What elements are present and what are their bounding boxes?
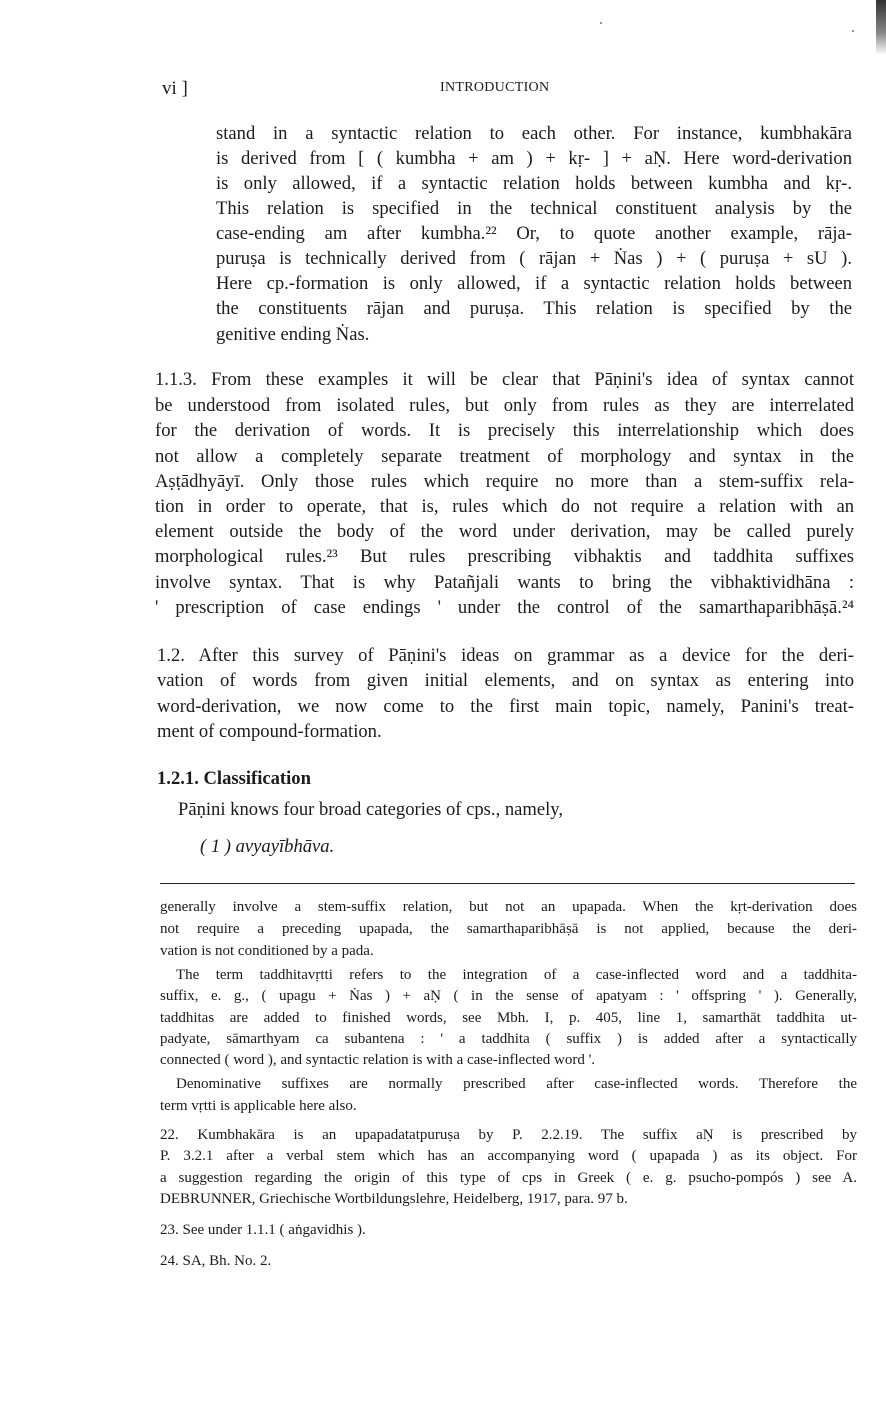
text-line: element outside the body of the word under derivation, may be called purely xyxy=(155,521,854,542)
footnote-line: suffix, e. g., ( upagu + Ṅas ) + aṆ ( in the sense of apatyam : ' offspring ' ). Generally, xyxy=(160,988,857,1004)
text-line: not allow a completely separate treatment of morphology and syntax in the xyxy=(155,446,854,467)
text-line: is only allowed, if a syntactic relation holds between kumbha and kṛ-. xyxy=(216,173,852,194)
text-line: Pāṇini knows four broad categories of cps., namely, xyxy=(178,799,564,820)
footnote-line: DEBRUNNER, Griechische Wortbildungslehre, Heidelberg, 1917, para. 97 b. xyxy=(160,1191,628,1207)
footnote-line: term vṛtti is applicable here also. xyxy=(160,1098,357,1114)
scan-speck xyxy=(852,30,854,32)
footnote-23: 23. See under 1.1.1 ( aṅgavidhis ). xyxy=(160,1222,366,1238)
text-line: be understood from isolated rules, but only from rules as they are interrelated xyxy=(155,395,854,416)
footnote-line: P. 3.2.1 after a verbal stem which has an accompanying word ( upapada ) as its object. For xyxy=(160,1148,857,1164)
text-line: tion in order to operate, that is, rules which do not require a relation with an xyxy=(155,496,854,517)
text-line: genitive ending Ṅas. xyxy=(216,324,370,345)
text-line: puruṣa is technically derived from ( rājan + Ṅas ) + ( puruṣa + sU ). xyxy=(216,248,852,269)
text-line: Here cp.-formation is only allowed, if a syntactic relation holds between xyxy=(216,273,852,294)
text-line: vation of words from given initial elements, and on syntax as entering into xyxy=(157,670,854,691)
footnote-line: padyate, sāmarthyam ca subantena : ' a taddhita ( suffix ) is added after a syntactically xyxy=(160,1031,857,1047)
text-line: is derived from [ ( kumbha + am ) + kṛ- ] + aṆ. Here word-derivation xyxy=(216,148,852,169)
scan-speck xyxy=(600,22,602,24)
footnote-line: a suggestion regarding the origin of this type of cps in Greek ( e. g. psucho-pompós ) see A. xyxy=(160,1170,857,1186)
footnote-line: Denominative suffixes are normally prescribed after case-inflected words. Therefore the xyxy=(176,1076,857,1092)
footnote-rule xyxy=(160,883,855,884)
text-line: morphological rules.²³ But rules prescribing vibhaktis and taddhita suffixes xyxy=(155,546,854,567)
text-line: word-derivation, we now come to the first main topic, namely, Panini's treat- xyxy=(157,696,854,717)
footnote-22: 22. Kumbhakāra is an upapadatatpuruṣa by P. 2.2.19. The suffix aṆ is prescribed by xyxy=(160,1127,857,1143)
running-title: INTRODUCTION xyxy=(440,80,550,95)
text-line: for the derivation of words. It is precisely this interrelationship which does xyxy=(155,420,854,441)
text-line: This relation is specified in the technical constituent analysis by the xyxy=(216,198,852,219)
footnote-line: generally involve a stem-suffix relation, but not an upapada. When the kṛt-derivation does xyxy=(160,899,857,915)
text-line: ' prescription of case endings ' under the control of the samarthaparibhāṣā.²⁴ xyxy=(155,597,854,618)
text-line: stand in a syntactic relation to each other. For instance, kumbhakāra xyxy=(216,123,852,144)
text-line: Aṣṭādhyāyī. Only those rules which require no more than a stem-suffix rela- xyxy=(155,471,854,492)
text-line: ment of compound-formation. xyxy=(157,721,382,742)
text-line: the constituents rājan and puruṣa. This relation is specified by the xyxy=(216,298,852,319)
list-item: ( 1 ) avyayībhāva. xyxy=(200,836,335,857)
footnote-line: The term taddhitavṛtti refers to the integration of a case-inflected word and a taddhita- xyxy=(176,967,857,983)
section-heading: 1.2.1. Classification xyxy=(157,768,311,789)
footnote-line: taddhitas are added to finished words, see Mbh. I, p. 405, line 1, samarthāt taddhita ut- xyxy=(160,1010,857,1026)
text-line: case-ending am after kumbha.²² Or, to quote another example, rāja- xyxy=(216,223,852,244)
text-line: 1.1.3. From these examples it will be clear that Pāṇini's idea of syntax cannot xyxy=(155,369,854,390)
page-number: vi ] xyxy=(162,78,188,99)
scan-edge-shadow xyxy=(876,0,886,55)
footnote-line: vation is not conditioned by a pada. xyxy=(160,943,374,959)
footnote-line: not require a preceding upapada, the samarthaparibhāṣā is not applied, because the deri- xyxy=(160,921,857,937)
text-line: involve syntax. That is why Patañjali wants to bring the vibhaktividhāna : xyxy=(155,572,854,593)
footnote-24: 24. SA, Bh. No. 2. xyxy=(160,1253,272,1269)
running-header xyxy=(0,78,886,102)
text-line: 1.2. After this survey of Pāṇini's ideas on grammar as a device for the deri- xyxy=(157,645,854,666)
footnote-line: connected ( word ), and syntactic relation is with a case-inflected word '. xyxy=(160,1052,596,1068)
